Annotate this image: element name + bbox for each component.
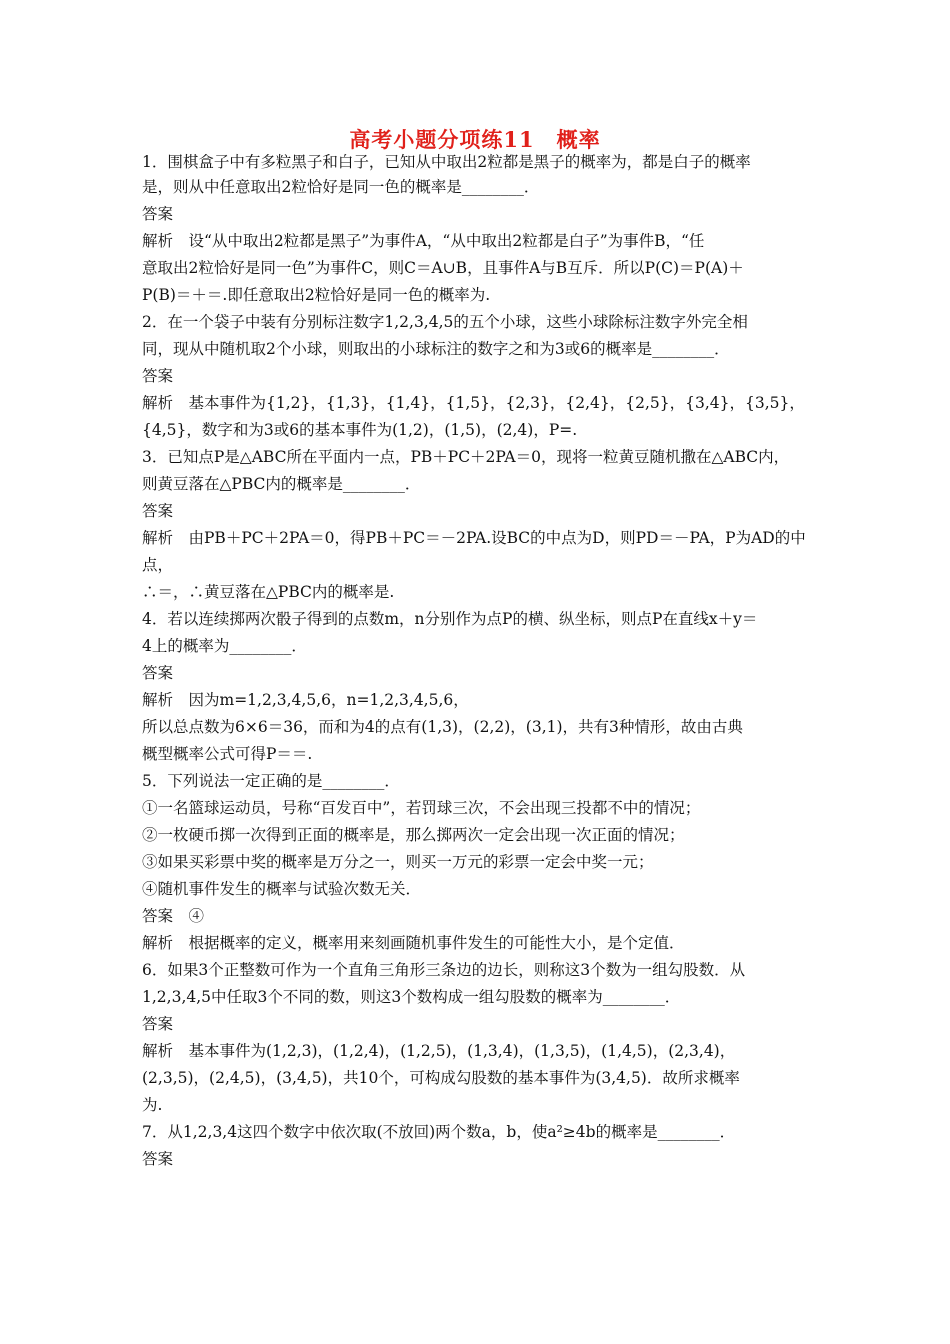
text-line: 4．若以连续掷两次骰子得到的点数m，n分别作为点P的横、纵坐标，则点P在直线x＋y＝ bbox=[142, 610, 758, 628]
text-line: 解析 由PB＋PC＋2PA＝0，得PB＋PC＝－2PA.设BC的中点为D，则PD＝－PA，P为AD的中 bbox=[142, 529, 806, 547]
text-line: 解析 基本事件为{1,2}，{1,3}，{1,4}，{1,5}，{2,3}，{2,4}，{2,5}，{3,4}，{3,5}， bbox=[142, 394, 805, 412]
text-line: ③如果买彩票中奖的概率是万分之一，则买一万元的彩票一定会中奖一元； bbox=[142, 853, 654, 871]
text-line: 1,2,3,4,5中任取3个不同的数，则这3个数构成一组勾股数的概率为________． bbox=[142, 988, 681, 1006]
text-line: 解析 根据概率的定义，概率用来刻画随机事件发生的可能性大小，是个定值． bbox=[142, 934, 685, 952]
text-line: 答案 bbox=[142, 502, 174, 520]
text-line: (2,3,5)，(2,4,5)，(3,4,5)，共10个，可构成勾股数的基本事件为(3,4,5)．故所求概率 bbox=[142, 1069, 740, 1087]
text-line: 答案 bbox=[142, 1015, 174, 1033]
text-line: ②一枚硬币掷一次得到正面的概率是，那么掷两次一定会出现一次正面的情况； bbox=[142, 826, 685, 844]
text-line: 为. bbox=[142, 1096, 163, 1114]
text-line: 解析 设“从中取出2粒都是黑子”为事件A，“从中取出2粒都是白子”为事件B，“任 bbox=[142, 232, 705, 250]
text-line: ①一名篮球运动员，号称“百发百中”，若罚球三次，不会出现三投都不中的情况； bbox=[142, 799, 701, 817]
text-line: 解析 基本事件为(1,2,3)，(1,2,4)，(1,2,5)，(1,3,4)，(1,3,5)，(1,4,5)，(2,3,4)， bbox=[142, 1042, 736, 1060]
text-line: 1．围棋盒子中有多粒黑子和白子，已知从中取出2粒都是黑子的概率为，都是白子的概率 bbox=[142, 153, 751, 171]
text-line: 答案 bbox=[142, 1150, 174, 1168]
text-line: 答案 ④ bbox=[142, 907, 205, 925]
text-line: 答案 bbox=[142, 664, 174, 682]
text-line: 所以总点数为6×6＝36，而和为4的点有(1,3)，(2,2)，(3,1)，共有3种情形，故由古典 bbox=[142, 718, 743, 736]
text-line: 答案 bbox=[142, 205, 174, 223]
text-line: ∴＝，∴黄豆落在△PBC内的概率是. bbox=[142, 583, 395, 601]
text-line: 5．下列说法一定正确的是________． bbox=[142, 772, 400, 790]
text-line: 2．在一个袋子中装有分别标注数字1,2,3,4,5的五个小球，这些小球除标注数字外完全相 bbox=[142, 313, 748, 331]
text-line: 解析 因为m=1,2,3,4,5,6，n=1,2,3,4,5,6， bbox=[142, 691, 469, 709]
text-line: 则黄豆落在△PBC内的概率是________． bbox=[142, 475, 421, 493]
text-line: 答案 bbox=[142, 367, 174, 385]
text-line: 6．如果3个正整数可作为一个直角三角形三条边的边长，则称这3个数为一组勾股数．从 bbox=[142, 961, 746, 979]
text-line: 同，现从中随机取2个小球，则取出的小球标注的数字之和为3或6的概率是________． bbox=[142, 340, 730, 358]
text-line: 意取出2粒恰好是同一色”为事件C，则C＝A∪B，且事件A与B互斥．所以P(C)＝P(A)＋ bbox=[142, 259, 744, 277]
document-title: 高考小题分项练11 概率 bbox=[349, 127, 601, 152]
text-line: 概型概率公式可得P＝＝. bbox=[142, 745, 313, 763]
text-line: P(B)＝＋＝.即任意取出2粒恰好是同一色的概率为. bbox=[142, 286, 491, 304]
text-line: 是，则从中任意取出2粒恰好是同一色的概率是________． bbox=[142, 178, 540, 196]
text-line: {4,5}，数字和为3或6的基本事件为(1,2)，(1,5)，(2,4)，P=. bbox=[142, 421, 578, 439]
text-line: 3．已知点P是△ABC所在平面内一点，PB＋PC＋2PA＝0，现将一粒黄豆随机撒在△ABC内， bbox=[142, 448, 790, 466]
text-line: 4上的概率为________． bbox=[142, 637, 307, 655]
text-line: ④随机事件发生的概率与试验次数无关． bbox=[142, 880, 422, 898]
text-line: 点， bbox=[142, 556, 174, 574]
text-line: 7．从1,2,3,4这四个数字中依次取(不放回)两个数a，b，使a²≥4b的概率是________． bbox=[142, 1123, 736, 1141]
